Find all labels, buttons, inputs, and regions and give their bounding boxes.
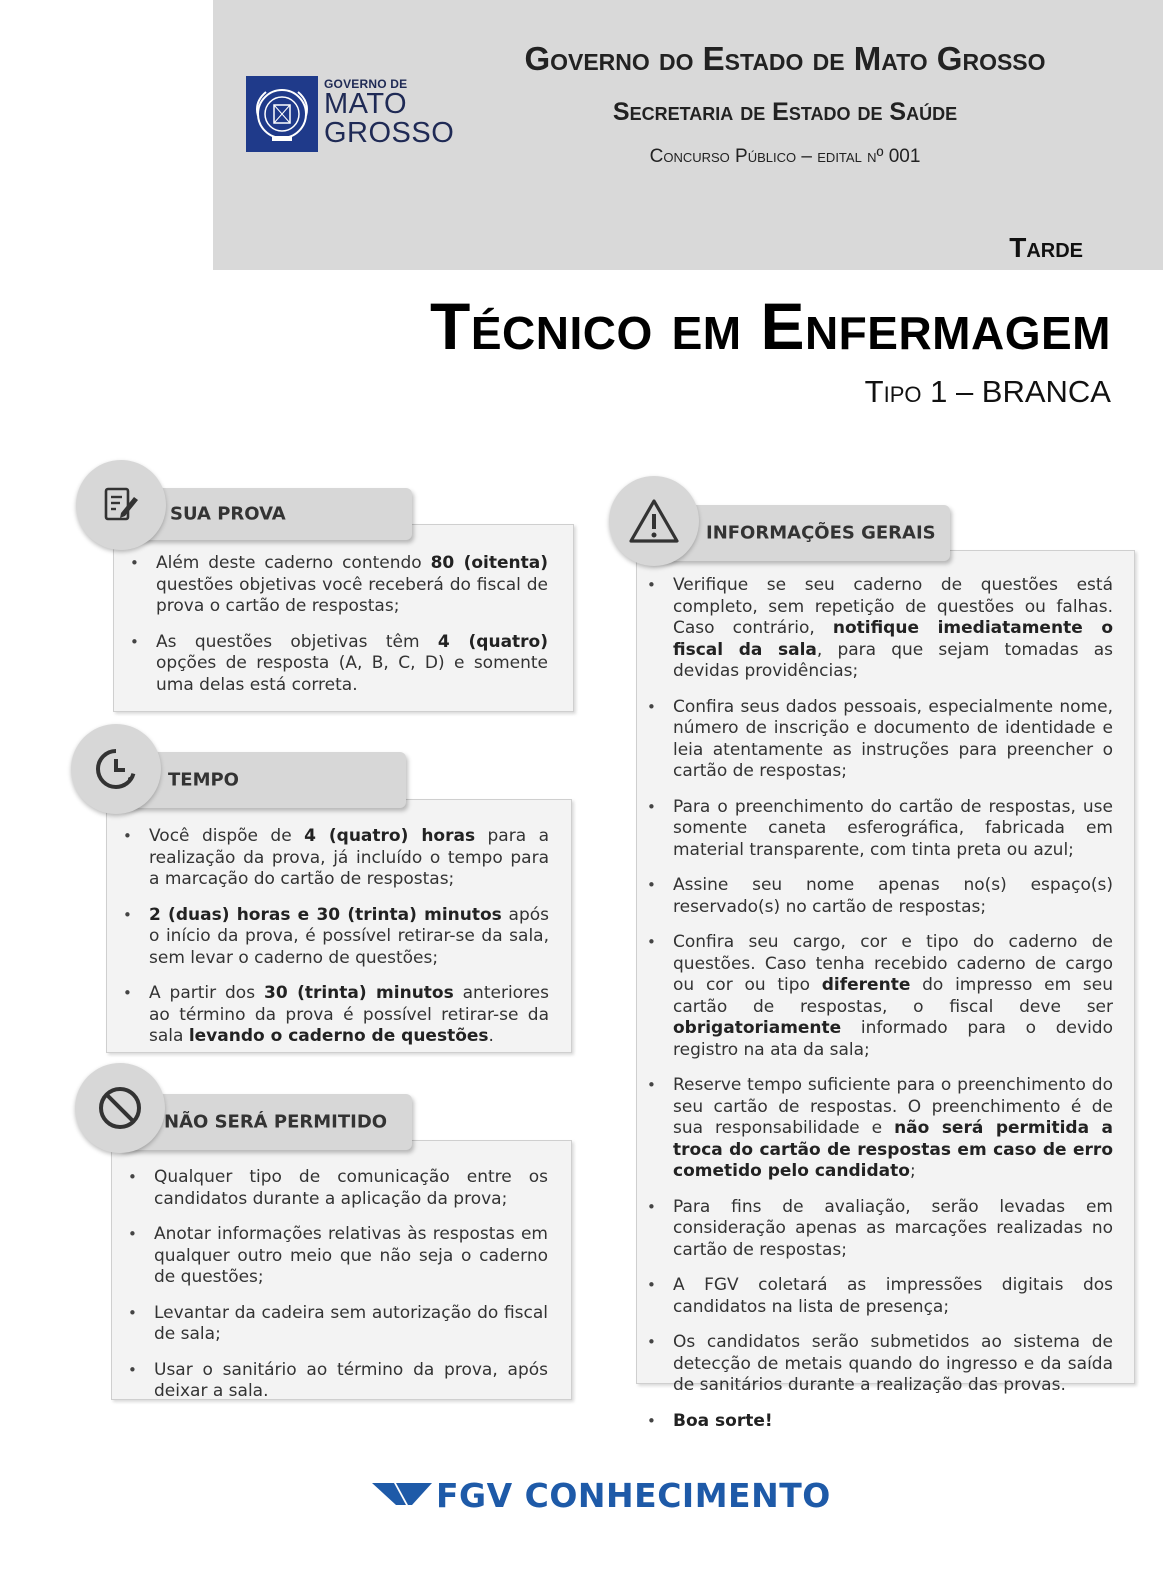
secretariat-title: Secretaria de Estado de Saúde [612,98,958,126]
tipo-label: Tipo 1 – BRANCA [864,374,1111,409]
logo-line3: GROSSO [324,117,455,149]
logo-line2: MATO [324,88,408,120]
logo-line1: GOVERNO DE [324,77,408,91]
item-text: . [488,1026,494,1046]
sua-prova-title: SUA PROVA [170,503,286,525]
sua-prova-circle [76,460,166,550]
nao-permitido-title: NÃO SERÁ PERMITIDO [164,1111,388,1133]
bold-text: 80 (oitenta) [430,553,548,573]
fgv-mark-icon [372,1481,432,1509]
tempo-title: TEMPO [168,769,239,791]
item-text: Anotar informações relativas às respostas em qualquer outro meio que não seja o caderno de questões; [154,1224,548,1287]
item-text: Para fins de avaliação, serão levadas em consideração apenas as marcações realizadas no cartão de respostas; [673,1196,1113,1260]
bold-text: obrigatoriamente [673,1018,842,1038]
item-text: Para o preenchimento do cartão de respostas, use somente caneta esferográfica, fabricada em material transparente, com tinta preta ou azul; [673,796,1113,860]
sua-prova-list [120,553,548,710]
nao-permitido-circle [75,1063,165,1153]
item-text: Verifique se seu caderno de questões está completo, sem repetição de questões ou falhas. Caso contrário, [673,575,1113,638]
informacoes-list [637,575,1113,1446]
item-text: Qualquer tipo de comunicação entre os candidatos durante a aplicação da prova; [154,1167,548,1209]
informacoes-circle [609,476,699,566]
item-text: Os candidatos serão submetidos ao sistema de detecção de metais quando do ingresso e da saída de sanitários durante a realização das provas. [673,1332,1113,1395]
bold-text: 4 (quatro) horas [304,826,476,846]
item-text: Além deste caderno contendo [156,553,431,573]
item-text: Reserve tempo suficiente para o preenchimento do seu cartão de respostas. O preenchimento é de sua responsabilidade e [673,1075,1113,1138]
list-item [118,1224,548,1289]
list-item [113,826,549,891]
bold-text: 2 (duas) horas e 30 (trinta) minutos [149,904,502,925]
list-item [637,575,1113,683]
fgv-brand: FGV CONHECIMENTO [436,1476,831,1515]
item-text: As questões objetivas têm [156,631,438,652]
item-text: do impresso em seu cartão de respostas, o fiscal deve ser [673,975,1113,1017]
item-text: Você dispõe de [149,826,305,846]
item-text: questões objetivas você receberá do fiscal de prova o cartão de respostas; [156,574,548,616]
list-item [637,797,1113,862]
item-text: , para que sejam tomadas as devidas providências; [673,639,1114,681]
item-text: A FGV coletará as impressões digitais dos candidatos na lista de presença; [673,1275,1113,1317]
timer-clock-icon [94,747,138,791]
item-text: Levantar da cadeira sem autorização do fiscal de sala; [154,1302,548,1344]
prohibited-icon [97,1085,143,1131]
tempo-circle [71,724,161,814]
mato-grosso-logo [246,76,456,154]
tempo-box [106,799,572,1053]
item-text: Confira seus dados pessoais, especialmente nome, número de inscrição e documento de identidade e leia atentamente as instruções para preencher o cartão de respostas; [673,696,1113,781]
bold-text: Boa sorte! [673,1410,773,1431]
item-text: Usar o sanitário ao término da prova, após deixar a sala. [154,1359,548,1401]
bold-text: levando o caderno de questões [188,1026,489,1046]
list-item [637,1075,1113,1183]
list-item [113,983,549,1048]
item-text: Assine seu nome apenas no(s) espaço(s) reservado(s) no cartão de respostas; [673,875,1113,917]
item-text: Confira seu cargo, cor e tipo do caderno de questões. Caso tenha recebido caderno de cargo ou cor ou tipo [673,932,1113,995]
item-text: opções de resposta (A, B, C, D) e somente uma delas está correta. [156,653,548,695]
turno-label: Tarde [1009,232,1083,263]
fgv-logo [372,1474,831,1520]
list-item [637,875,1113,918]
tempo-list [113,826,549,1062]
nao-permitido-list [118,1167,548,1417]
tempo-tab [120,752,406,808]
list-item [637,1197,1113,1262]
bold-text: 30 (trinta) minutos [263,983,454,1003]
item-text: ; [909,1161,916,1181]
warning-icon [628,498,680,544]
state-seal-icon [246,76,318,152]
edit-document-icon [101,485,141,525]
list-item [118,1303,548,1346]
informacoes-box [636,550,1135,1431]
edital-line: Concurso Público – edital nº 001 [649,146,921,167]
list-item [120,553,548,618]
list-item [118,1167,548,1210]
item-text: informado para o devido registro na ata da sala; [673,1018,1113,1060]
bold-text: notifique imediatamente o fiscal da sala [673,618,1114,660]
nao-permitido-box [111,1140,572,1400]
list-item [637,932,1113,1061]
bold-text: diferente [821,975,911,995]
informacoes-title: INFORMAÇÕES GERAIS [706,522,936,544]
list-item [113,905,549,970]
list-item [637,1275,1113,1318]
list-item [637,1411,1113,1433]
sua-prova-box [113,524,574,712]
bold-text: 4 (quatro) [437,631,549,652]
list-item [118,1360,548,1403]
cargo-title: Técnico em Enfermagem [430,289,1111,363]
item-text: A partir dos [149,983,264,1003]
list-item [120,632,548,697]
list-item [637,1332,1113,1397]
item-text: para a realização da prova, já incluído o tempo para a marcação do cartão de respostas; [149,826,549,889]
item-text: anteriores ao término da prova é possível retirar-se da sala [149,983,550,1046]
item-text: após o início da prova, é possível retirar-se da sala, sem levar o caderno de questões; [149,904,549,968]
bold-text: não será permitida a troca do cartão de respostas em caso de erro cometido pelo candidato [673,1118,1114,1181]
list-item [637,697,1113,783]
government-title: Governo do Estado de Mato Grosso [524,40,1046,77]
